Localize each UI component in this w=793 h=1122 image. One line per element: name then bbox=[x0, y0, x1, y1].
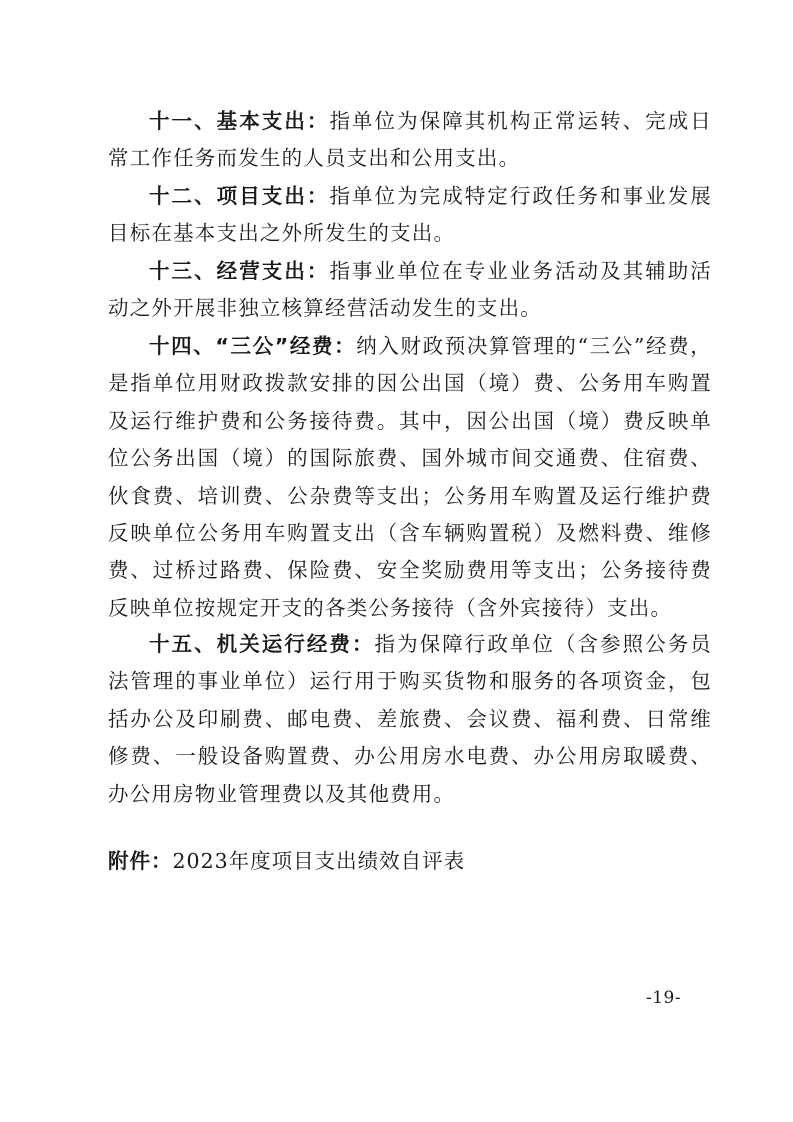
definition-term: 十四、“三公”经费： bbox=[149, 334, 357, 358]
attachment-label: 附件： bbox=[108, 849, 173, 873]
definition-text: 指单位为保障其机构正常运转、完成日常工作任务而发生的人员支出和公用支出。 bbox=[108, 109, 712, 171]
definition-operating-expenditure bbox=[108, 253, 712, 328]
definition-text: 指事业单位在专业业务活动及其辅助活动之外开展非独立核算经营活动发生的支出。 bbox=[108, 259, 712, 321]
definition-project-expenditure bbox=[108, 178, 712, 253]
definition-three-public-expenses bbox=[108, 328, 712, 627]
definition-text: 指单位为完成特定行政任务和事业发展目标在基本支出之外所发生的支出。 bbox=[108, 184, 712, 246]
attachment-title: 2023年度项目支出绩效自评表 bbox=[172, 849, 466, 873]
definition-term: 十五、机关运行经费： bbox=[149, 632, 375, 656]
definition-text: 纳入财政预决算管理的“三公”经费，是指单位用财政拨款安排的因公出国（境）费、公务用车购置及运行维护费和公务接待费。其中，因公出国（境）费反映单位公务出国（境）的国际旅费、国外城市间交通费、住宿费、伙食费、培训费、公杂费等支出；公务用车购置及运行维护费反映单位公务用车购置支出（含车辆购置税）及燃料费、维修费、过桥过路费、保险费、安全奖励费用等支出；公务接待费反映单位按规定开支的各类公务接待（含外宾接待）支出。 bbox=[108, 334, 712, 620]
page-number: -19- bbox=[646, 988, 682, 1008]
definition-term: 十一、基本支出： bbox=[149, 109, 330, 133]
definition-term: 十二、项目支出： bbox=[149, 184, 330, 208]
definition-basic-expenditure bbox=[108, 103, 712, 178]
definition-agency-operating-expenses bbox=[108, 626, 712, 813]
definition-text: 指为保障行政单位（含参照公务员法管理的事业单位）运行用于购买货物和服务的各项资金，包括办公及印刷费、邮电费、差旅费、会议费、福利费、日常维修费、一般设备购置费、办公用房水电费、办公用房取暖费、办公用房物业管理费以及其他费用。 bbox=[108, 632, 713, 806]
definition-term: 十三、经营支出： bbox=[149, 259, 330, 283]
attachment-line bbox=[108, 843, 465, 880]
